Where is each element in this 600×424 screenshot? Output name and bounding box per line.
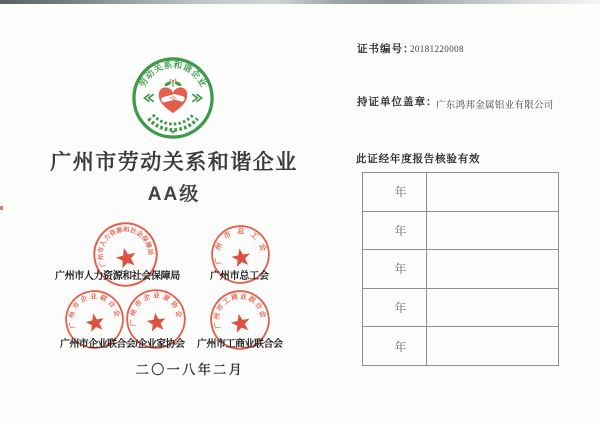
table-row — [363, 289, 558, 328]
year-cell: 年 — [363, 289, 427, 327]
star-icon — [229, 312, 251, 333]
certificate-grade: AA级 — [147, 184, 201, 205]
seal-hrss-bureau — [85, 214, 166, 295]
seal-ring-text: 广州市企业联合会 — [68, 293, 121, 329]
seal-ring-text: 广州市人力资源和社会保障局 — [97, 226, 154, 268]
verification-blank-cell — [427, 250, 558, 288]
certificate-number-value: 20181220008 — [410, 44, 464, 54]
seal-ring-text: 广州市总工会 — [212, 226, 269, 265]
scan-speck — [0, 206, 3, 210]
annual-verification-table — [362, 172, 559, 366]
star-icon — [114, 246, 138, 270]
seal-label-trade-union: 广州市总工会 — [210, 271, 269, 282]
year-cell: 年 — [363, 212, 427, 250]
emblem-ring-text: 劳动关系和谐企业 — [137, 59, 209, 89]
seal-label-hrss-bureau: 广州市人力资源和社会保障局 — [55, 271, 180, 282]
scan-edge-artifact — [0, 0, 600, 4]
table-row — [363, 250, 558, 289]
table-row — [363, 173, 558, 212]
verification-blank-cell — [427, 173, 558, 211]
verification-blank-cell — [427, 289, 558, 327]
star-icon — [146, 312, 167, 332]
seal-label-industry-commerce: 广州市工商业联合会 — [197, 339, 283, 350]
certificate-number-label: 证书编号： — [357, 43, 415, 55]
year-cell: 年 — [363, 173, 427, 211]
holder-company-name: 广东鸿邦金属铝业有限公司 — [436, 101, 554, 111]
star-icon — [230, 247, 251, 268]
table-row — [363, 212, 558, 251]
verification-blank-cell — [427, 212, 558, 250]
harmony-emblem-icon — [131, 56, 215, 140]
certificate-title: 广州市劳动关系和谐企业 — [50, 151, 298, 174]
star-icon — [84, 312, 106, 333]
verification-blank-cell — [427, 327, 558, 365]
issue-date: 二〇一八年二月 — [135, 362, 245, 377]
year-cell: 年 — [363, 327, 427, 365]
annual-verification-title: 此证经年度报告核验有效 — [356, 153, 481, 165]
seal-label-enterprise-confederation: 广州市企业联合会/企业家协会 — [60, 339, 185, 350]
holder-seal-label: 持证单位盖章： — [357, 96, 438, 108]
seal-ring-text: 广州市企业家协会 — [129, 292, 183, 327]
harmony-emblem-logo — [131, 56, 215, 140]
year-cell: 年 — [363, 250, 427, 288]
table-row — [363, 327, 558, 365]
seal-ring-text: 广州市工商业联合会 — [213, 293, 267, 330]
